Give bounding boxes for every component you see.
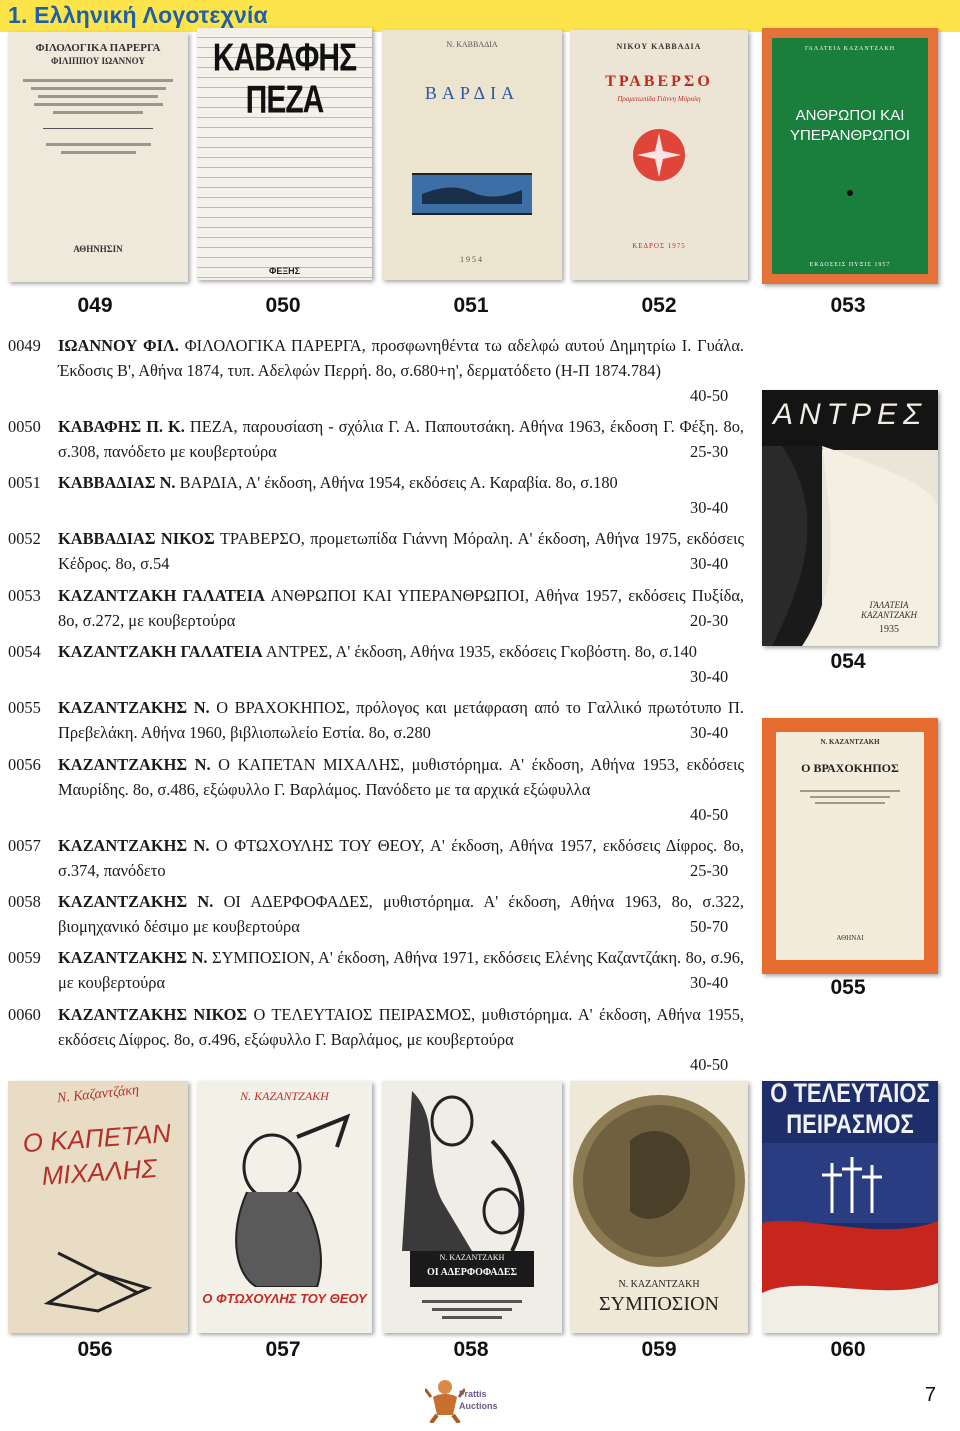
lot-number: 0056 [8,755,41,774]
lot-price: 30-40 [690,498,729,517]
lot-price: 25-30 [690,442,729,461]
lot-number: 0053 [8,586,41,605]
lot-price: 25-30 [690,861,729,880]
lot-author: ΚΑΖΑΝΤΖΑΚΗΣ Ν. [58,892,214,911]
cover-057-saint-illustration [197,1107,372,1287]
lot-description [58,889,744,939]
cover-051-author: Ν. ΚΑΒΒΑΔΙΑ [446,40,498,49]
lot-label-054: 054 [830,650,866,673]
lot-price: 40-50 [690,1055,729,1074]
lot-number: 0054 [8,642,41,661]
cover-056 [8,1081,188,1333]
cover-051-title: ΒΑΡΔΙΑ [424,83,520,103]
lot-entry-0054 [8,639,744,689]
lot-description [58,526,744,576]
lot-label-052: 052 [641,294,677,317]
lot-text: Ο ΤΕΛΕΥΤΑΙΟΣ ΠΕΙΡΑΣΜΟΣ, μυθιστόρημα. Α' έκδοση, Αθήνα 1955, εκδόσεις Δίφρος. 8ο, σ.496, εξώφυλλο Γ. Βαρλάμος, με κουβερτούρα [58,1005,744,1049]
logo-text-line1: Frattis [459,1389,487,1399]
lot-price: 20-30 [690,611,729,630]
lot-text: Ο ΚΑΠΕΤΑΝ ΜΙΧΑΛΗΣ, μυθιστόρημα. Α' έκδοση, Αθήνα 1953, εκδόσεις Μαυρίδης. 8ο, σ.486, εξώφυλλο Γ. Βαρλάμος. Πανόδετο με τα αρχικά εξώφυλλα [58,755,744,799]
lot-price: 30-40 [690,723,729,742]
lot-description [58,414,744,464]
lot-number: 0050 [8,417,41,436]
cover-059-coin-emblem [570,1081,748,1281]
lot-entry-0056 [8,752,744,827]
cover-055-title: Ο ΒΡΑΧΟΚΗΠΟΣ [801,761,899,775]
lot-description [58,1002,744,1052]
lot-label-049: 049 [77,294,113,317]
lot-entry-0057 [8,833,744,883]
lot-description [58,833,744,883]
lot-author: ΚΑΖΑΝΤΖΑΚΗ ΓΑΛΑΤΕΙΑ [58,642,263,661]
lot-price: 40-50 [690,386,729,405]
lot-price: 30-40 [690,973,729,992]
lot-price: 40-50 [690,805,729,824]
cover-057-title: Ο ΦΤΩΧΟΥΛΗΣ ΤΟΥ ΘΕΟΥ [202,1291,367,1306]
lot-text: ΟΙ ΑΔΕΡΦΟΦΑΔΕΣ, μυθιστόρημα. Α' έκδοση, Αθήνα 1963, 8ο, σ.322, βιομηχανικό δέσιμο με κουβερτούρα [58,892,745,936]
page-title: 1. Ελληνική Λογοτεχνία [8,2,268,28]
lot-description [58,583,744,633]
cover-058-text-block [422,1295,522,1324]
cover-054-author: ΓΑΛΑΤΕΙΑ ΚΑΖΑΝΤΖΑΚΗ [860,600,918,620]
cover-057-author: Ν. ΚΑΖΑΝΤΖΑΚΗ [240,1089,329,1103]
lot-number: 0060 [8,1005,41,1024]
cover-049-author: ΦΙΛΙΠΠΟΥ ΙΩΑΝΝΟΥ [51,56,145,66]
lot-label-060: 060 [830,1338,866,1361]
lot-text: ΣΥΜΠΟΣΙΟΝ, Α' έκδοση, Αθήνα 1971, εκδόσεις Ελένης Καζαντζάκη. 8ο, σ.96, με κουβερτούρα [58,948,745,992]
cover-055-text-block [800,786,900,808]
cover-056-book-illustration [38,1243,158,1313]
cover-053-publisher: ΕΚΔΟΣΕΙΣ ΠΥΞΙΣ 1957 [809,262,891,268]
lot-label-056: 056 [77,1338,113,1361]
cover-052 [570,30,748,280]
lot-label-050: 050 [265,294,301,317]
lot-text: ΑΝΘΡΩΠΟΙ ΚΑΙ ΥΠΕΡΑΝΘΡΩΠΟΙ, Αθήνα 1957, εκδόσεις Πυξίδα, 8ο, σ.272, με κουβερτούρα [58,586,745,630]
cover-059-title: ΣΥΜΠΟΣΙΟΝ [599,1293,719,1315]
cover-051-year: 1954 [460,255,484,264]
lot-number: 0057 [8,836,41,855]
lot-author: ΙΩΑΝΝΟΥ ΦΙΛ. [58,336,179,355]
lot-text: Ο ΒΡΑΧΟΚΗΠΟΣ, πρόλογος και μετάφραση από το Γαλλικό πρωτότυπο Π. Πρεβελάκη. Αθήνα 1960, βιβλιοπωλείο Εστία. 8ο, σ.280 [58,698,744,742]
lot-entry-0052 [8,526,744,576]
cover-060-title: Ο ΤΕΛΕΥΤΑΙΟΣ ΠΕΙΡΑΣΜΟΣ [770,1081,930,1139]
cover-059 [570,1081,748,1333]
cover-053-dot [847,190,853,196]
lot-label-051: 051 [453,294,489,317]
lot-text: Ο ΦΤΩΧΟΥΛΗΣ ΤΟΥ ΘΕΟΥ, Α' έκδοση, Αθήνα 1957, εκδόσεις Δίφρος. 8ο, σ.374, πανόδετο [58,836,745,880]
lot-number: 0058 [8,892,41,911]
cover-058-author: Ν. ΚΑΖΑΝΤΖΑΚΗ [439,1253,505,1262]
lot-description [58,333,744,383]
cover-059-author: Ν. ΚΑΖΑΝΤΖΑΚΗ [618,1279,700,1290]
lot-text: ΑΝΤΡΕΣ, Α' έκδοση, Αθήνα 1935, εκδόσεις Γκοβόστη. 8ο, σ.140 [262,642,697,661]
cover-056-title: Ο ΚΑΠΕΤΑΝ ΜΙΧΑΛΗΣ [21,1117,172,1191]
cover-054-title: ΑΝΤΡΕΣ [772,398,927,431]
logo-figure-icon [425,1377,465,1423]
cover-055-author: Ν. ΚΑΖΑΝΤΖΑΚΗ [820,738,880,746]
lot-label-053: 053 [830,294,866,317]
lot-label-058: 058 [453,1338,489,1361]
lot-text: ΠΕΖΑ, παρουσίαση - σχόλια Γ. Α. Παπουτσάκη. Αθήνα 1963, έκδοση Γ. Φέξη. 8ο, σ.308, πανόδετο με κουβερτούρα [58,417,744,461]
logo-text-line2: Auctions [459,1401,498,1411]
cover-049-text-block [23,74,173,159]
page-number: 7 [924,1384,936,1406]
cover-058 [382,1081,562,1333]
cover-050-author: ΚΑΒΑΦΗΣ [212,36,357,80]
cover-060-crosses-illustration [762,1143,938,1333]
lot-number: 0059 [8,948,41,967]
lot-entry-0060 [8,1002,744,1077]
cover-050 [197,28,372,280]
cover-055-city: ΑΘΗΝΑΙ [836,934,864,942]
lot-label-057: 057 [265,1338,301,1361]
lot-number: 0049 [8,336,41,355]
lot-author: ΚΑΒΒΑΔΙΑΣ ΝΙΚΟΣ [58,529,215,548]
cover-051 [382,30,562,280]
cover-052-publisher: ΚΕΔΡΟΣ 1975 [632,242,686,250]
lot-number: 0052 [8,529,41,548]
cover-051-ship-illustration [412,164,532,224]
lot-description [58,945,744,995]
cover-053-title: ΑΝΘΡΩΠΟΙ ΚΑΙ ΥΠΕΡΑΝΘΡΩΠΟΙ [789,107,911,144]
lot-author: ΚΑΖΑΝΤΖΑΚΗ ΓΑΛΑΤΕΙΑ [58,586,265,605]
cover-052-subtitle: Προμετωπίδα Γιάννη Μόραλη [617,95,701,103]
cover-057 [197,1081,372,1333]
cover-058-figures-illustration [382,1081,562,1251]
lot-author: ΚΑΖΑΝΤΖΑΚΗΣ Ν. [58,698,210,717]
cover-055 [762,718,938,974]
cover-060 [762,1081,938,1333]
lot-author: ΚΑΖΑΝΤΖΑΚΗΣ ΝΙΚΟΣ [58,1005,248,1024]
lot-author: ΚΑΒΒΑΔΙΑΣ Ν. [58,473,176,492]
lot-description [58,470,744,495]
lot-description [58,695,744,745]
lot-label-059: 059 [641,1338,677,1361]
lot-entry-0053 [8,583,744,633]
lot-entry-0051 [8,470,744,520]
cover-058-title: ΟΙ ΑΔΕΡΦΟΦΑΔΕΣ [426,1267,518,1278]
lot-entry-0055 [8,695,744,745]
cover-056-author: Ν. Καζαντζάκη [56,1082,140,1107]
lot-number: 0055 [8,698,41,717]
cover-049-title: ΦΙΛΟΛΟΓΙΚΑ ΠΑΡΕΡΓΑ [35,42,161,54]
lot-entry-0050 [8,414,744,464]
lot-price: 30-40 [690,667,729,686]
lot-text: ΤΡΑΒΕΡΣΟ, προμετωπίδα Γιάννη Μόραλη. Α' έκδοση, Αθήνα 1975, εκδόσεις Κέδρος. 8ο, σ.54 [58,529,744,573]
frattis-logo [425,1377,525,1423]
lot-entry-0059 [8,945,744,995]
cover-054-year: 1935 [879,624,899,635]
lot-description [58,639,744,664]
lot-entry-0049 [8,333,744,408]
cover-055-panel [776,732,924,960]
cover-049 [8,32,188,282]
lot-author: ΚΑΖΑΝΤΖΑΚΗΣ Ν. [58,836,210,855]
lot-price: 50-70 [690,917,729,936]
lot-label-055: 055 [830,976,866,999]
lot-entry-0058 [8,889,744,939]
cover-052-author: ΝΙΚΟΥ ΚΑΒΒΑΔΙΑ [616,42,702,51]
cover-050-publisher: ΦΕΞΗΣ [268,266,301,276]
lot-description [58,752,744,802]
cover-054 [762,390,938,646]
lot-price: 30-40 [690,554,729,573]
cover-049-city: ΑΘΗΝΗΣΙΝ [73,244,123,254]
lot-author: ΚΑΒΑΦΗΣ Π. Κ. [58,417,185,436]
cover-052-star-emblem [629,125,689,185]
cover-050-title: ΠΕΖΑ [245,78,324,122]
cover-053-panel [772,38,928,274]
lot-text: ΒΑΡΔΙΑ, Α' έκδοση, Αθήνα 1954, εκδόσεις Α. Καραβία. 8ο, σ.180 [175,473,618,492]
lot-author: ΚΑΖΑΝΤΖΑΚΗΣ Ν. [58,948,208,967]
lot-author: ΚΑΖΑΝΤΖΑΚΗΣ Ν. [58,755,211,774]
lot-number: 0051 [8,473,41,492]
cover-053 [762,28,938,284]
cover-052-title: ΤΡΑΒΕΡΣΟ [605,73,713,90]
cover-053-author: ΓΑΛΑΤΕΙΑ ΚΑΖΑΝΤΖΑΚΗ [804,46,896,52]
lot-text: ΦΙΛΟΛΟΓΙΚΑ ΠΑΡΕΡΓΑ, προσφωνηθέντα τω αδελφώ αυτού Δημητρίω Ι. Γυάλα. Έκδοσις Β', Αθήνα 1874, τυπ. Αδελφών Περρή. 8ο, σ.680+η', δερματόδετο (Η-Π 1874.784) [58,336,744,380]
